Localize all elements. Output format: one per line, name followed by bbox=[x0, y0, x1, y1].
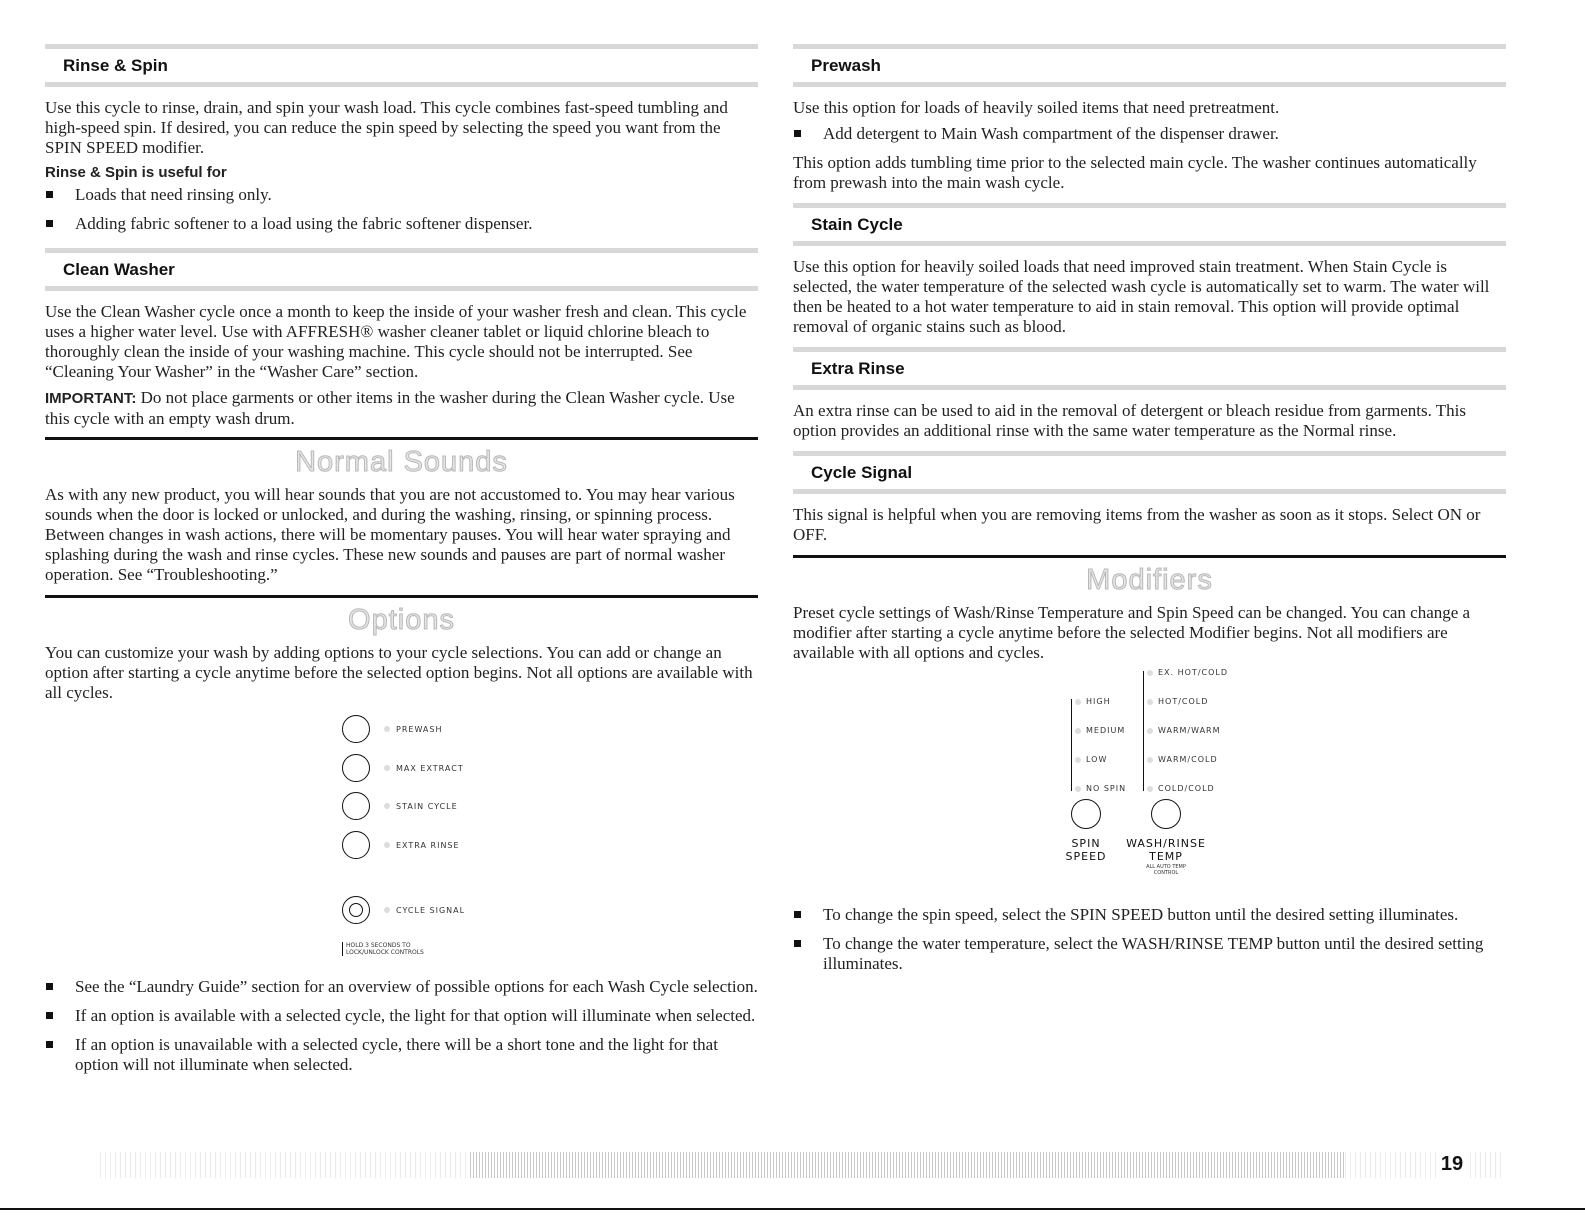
clean-washer-body: Use the Clean Washer cycle once a month to keep the inside of your washer fresh and clean. This cycle uses a higher water level. Use with AFFRESH® washer cleaner tablet or liquid chlorine bleach to thoroughly clean the inside of your washing machine. This cycle should not be interrupted. See “Cleaning Your Washer” in the “Washer Care” section. bbox=[45, 302, 747, 381]
extra-rinse-heading: Extra Rinse bbox=[793, 347, 1506, 390]
indicator-light-icon bbox=[384, 765, 390, 771]
spin-bracket bbox=[1071, 699, 1072, 791]
list-item: To change the spin speed, select the SPIN SPEED button until the desired setting illuminates. bbox=[793, 905, 1506, 925]
indicator-light-icon bbox=[1147, 757, 1153, 763]
wash-rinse-temp-button[interactable] bbox=[1151, 799, 1181, 829]
rinse-spin-subheading: Rinse & Spin is useful for bbox=[45, 164, 227, 181]
spin-level-label: LOW bbox=[1086, 755, 1108, 764]
stain-cycle-button[interactable] bbox=[342, 792, 370, 820]
stain-cycle-heading: Stain Cycle bbox=[793, 203, 1506, 246]
indicator-light-icon bbox=[1075, 728, 1081, 734]
indicator-light-icon bbox=[384, 803, 390, 809]
options-heading: Options bbox=[45, 595, 758, 637]
max-extract-button[interactable] bbox=[342, 754, 370, 782]
option-prewash[interactable] bbox=[342, 715, 442, 743]
indicator-light-icon bbox=[384, 726, 390, 732]
auto-temp-note bbox=[1131, 864, 1201, 876]
option-extra-rinse[interactable] bbox=[342, 831, 460, 859]
important-label: IMPORTANT: bbox=[45, 390, 137, 407]
spin-level-label: MEDIUM bbox=[1086, 726, 1126, 735]
indicator-light-icon bbox=[1147, 670, 1153, 676]
speaker-icon bbox=[349, 903, 363, 917]
list-item: If an option is unavailable with a selected cycle, there will be a short tone and the light for that option will not illuminate when selected. bbox=[45, 1035, 758, 1075]
important-text: Do not place garments or other items in the washer during the Clean Washer cycle. Use this cycle with an empty wash drum. bbox=[45, 388, 735, 428]
spin-level-no-spin bbox=[1075, 784, 1126, 793]
prewash-body-2: This option adds tumbling time prior to the selected main cycle. The washer continues automatically from prewash into the main wash cycle. bbox=[793, 153, 1477, 192]
list-item: Loads that need rinsing only. bbox=[45, 185, 758, 205]
temp-bracket bbox=[1143, 671, 1144, 791]
modifiers-body: Preset cycle settings of Wash/Rinse Temperature and Spin Speed can be changed. You can change a modifier after starting a cycle anytime before the selected Modifier begins. Not all modifiers are available with all options and cycles. bbox=[793, 603, 1471, 662]
option-label: EXTRA RINSE bbox=[396, 840, 460, 850]
option-stain-cycle[interactable] bbox=[342, 792, 458, 820]
cycle-signal-body: This signal is helpful when you are removing items from the washer as soon as it stops. Select ON or OFF. bbox=[793, 505, 1481, 544]
temp-level-label: WARM/WARM bbox=[1158, 726, 1221, 735]
cycle-signal-heading: Cycle Signal bbox=[793, 451, 1506, 494]
temp-level-warm-warm bbox=[1147, 726, 1221, 735]
indicator-light-icon bbox=[384, 842, 390, 848]
bottom-rule bbox=[0, 1208, 1585, 1210]
temp-level-hot-cold bbox=[1147, 697, 1208, 706]
clean-washer-important bbox=[45, 388, 758, 429]
modifiers-heading: Modifiers bbox=[793, 555, 1506, 597]
auto-temp-line-1: ALL AUTO TEMP bbox=[1146, 864, 1186, 870]
clean-washer-heading: Clean Washer bbox=[45, 248, 758, 291]
option-label: PREWASH bbox=[396, 724, 443, 734]
list-item: To change the water temperature, select the WASH/RINSE TEMP button until the desired setting illuminates. bbox=[793, 934, 1506, 974]
hold-line-1: HOLD 3 SECONDS TO bbox=[346, 942, 411, 949]
temp-level-ex-hot-cold bbox=[1147, 668, 1228, 677]
spin-speed-button[interactable] bbox=[1071, 799, 1101, 829]
indicator-light-icon bbox=[1075, 786, 1081, 792]
spin-level-low bbox=[1075, 755, 1107, 764]
temp-level-warm-cold bbox=[1147, 755, 1218, 764]
spin-level-medium bbox=[1075, 726, 1125, 735]
page-number: 19 bbox=[1437, 1150, 1467, 1178]
temp-level-label: HOT/COLD bbox=[1158, 697, 1209, 706]
spin-speed-label bbox=[1056, 837, 1116, 863]
list-item: If an option is available with a selected cycle, the light for that option will illuminate when selected. bbox=[45, 1006, 758, 1026]
left-column bbox=[45, 44, 758, 1084]
lock-controls-note bbox=[342, 942, 424, 956]
rinse-spin-list bbox=[45, 185, 758, 234]
normal-sounds-body: As with any new product, you will hear sounds that you are not accustomed to. You may hear various sounds when the door is locked or unlocked, and during the washing, rinsing, or spinning process. Between changes in wash actions, there will be momentary pauses. You will hear water spraying and splashing during the wash and rinse cycles. These new sounds and pauses are part of normal washer operation. See “Troubleshooting.” bbox=[45, 485, 735, 584]
cycle-signal-button[interactable] bbox=[342, 896, 370, 924]
temp-label-line-2: TEMP bbox=[1149, 850, 1183, 863]
temp-level-label: COLD/COLD bbox=[1158, 784, 1215, 793]
rinse-spin-body: Use this cycle to rinse, drain, and spin your wash load. This cycle combines fast-speed tumbling and high-speed spin. If desired, you can reduce the spin speed by selecting the speed you want from the SPIN SPEED modifier. bbox=[45, 98, 728, 157]
temp-level-label: WARM/COLD bbox=[1158, 755, 1218, 764]
spin-level-label: NO SPIN bbox=[1086, 784, 1127, 793]
options-body: You can customize your wash by adding options to your cycle selections. You can add or change an option after starting a cycle anytime before the selected option begins. Not all options are available with all cycles. bbox=[45, 643, 753, 702]
indicator-light-icon bbox=[384, 907, 390, 913]
list-item: See the “Laundry Guide” section for an overview of possible options for each Wash Cycle selection. bbox=[45, 977, 758, 997]
footer-bar-right bbox=[1345, 1152, 1505, 1178]
stain-cycle-body: Use this option for heavily soiled loads that need improved stain treatment. When Stain Cycle is selected, the water temperature of the selected wash cycle is automatically set to warm. The water will then be heated to a hot water temperature to aid in stain removal. This option will provide optimal removal of organic stains such as blood. bbox=[793, 257, 1490, 336]
wash-rinse-temp-label bbox=[1121, 837, 1211, 863]
hold-line-2: LOCK/UNLOCK CONTROLS bbox=[346, 949, 424, 956]
indicator-light-icon bbox=[1147, 728, 1153, 734]
option-label: MAX EXTRACT bbox=[396, 763, 464, 773]
list-item: Add detergent to Main Wash compartment of the dispenser drawer. bbox=[793, 124, 1506, 144]
footer-bar bbox=[470, 1152, 1345, 1178]
modifiers-control-panel bbox=[793, 668, 1506, 891]
prewash-list bbox=[793, 124, 1506, 144]
option-max-extract[interactable] bbox=[342, 754, 464, 782]
options-list bbox=[45, 977, 758, 1075]
option-label: STAIN CYCLE bbox=[396, 801, 458, 811]
indicator-light-icon bbox=[1075, 699, 1081, 705]
spin-label-line-1: SPIN bbox=[1071, 837, 1101, 850]
normal-sounds-heading: Normal Sounds bbox=[45, 437, 758, 479]
extra-rinse-body: An extra rinse can be used to aid in the removal of detergent or bleach residue from garments. This option provides an additional rinse with the same water temperature as the Normal rinse. bbox=[793, 401, 1467, 440]
footer-bar-left bbox=[100, 1152, 470, 1178]
temp-level-cold-cold bbox=[1147, 784, 1215, 793]
indicator-light-icon bbox=[1147, 699, 1153, 705]
list-item: Adding fabric softener to a load using the fabric softener dispenser. bbox=[45, 214, 758, 234]
prewash-body: Use this option for loads of heavily soiled items that need pretreatment. bbox=[793, 98, 1280, 117]
extra-rinse-button[interactable] bbox=[342, 831, 370, 859]
prewash-button[interactable] bbox=[342, 715, 370, 743]
option-cycle-signal[interactable] bbox=[342, 896, 465, 924]
option-label: CYCLE SIGNAL bbox=[396, 905, 466, 915]
spin-level-high bbox=[1075, 697, 1111, 706]
modifiers-list bbox=[793, 905, 1506, 974]
indicator-light-icon bbox=[1075, 757, 1081, 763]
options-control-panel bbox=[45, 709, 758, 969]
temp-level-label: EX. HOT/COLD bbox=[1158, 668, 1229, 677]
spin-level-label: HIGH bbox=[1086, 697, 1111, 706]
right-column bbox=[793, 44, 1506, 983]
rinse-spin-heading: Rinse & Spin bbox=[45, 44, 758, 87]
spin-label-line-2: SPEED bbox=[1065, 850, 1107, 863]
temp-label-line-1: WASH/RINSE bbox=[1126, 837, 1206, 850]
indicator-light-icon bbox=[1147, 786, 1153, 792]
prewash-heading: Prewash bbox=[793, 44, 1506, 87]
auto-temp-line-2: CONTROL bbox=[1153, 870, 1179, 876]
